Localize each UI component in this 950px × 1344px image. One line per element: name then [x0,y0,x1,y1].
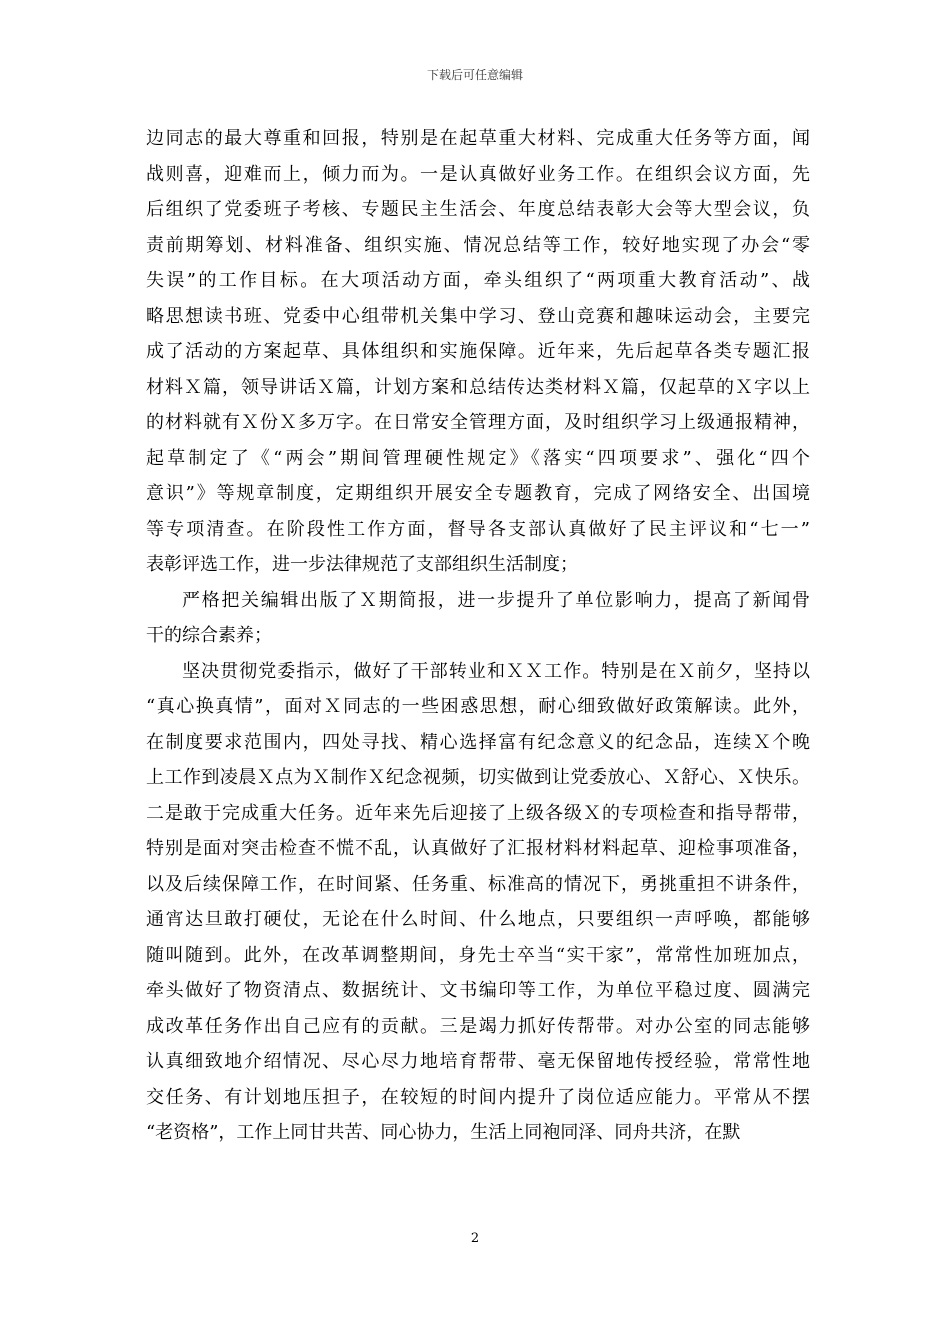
text-line: 通宵达旦敢打硬仗，无论在什么时间、什么地点，只要组织一声呼唤，都能够 [146,909,810,930]
text-line: 责前期筹划、材料准备、组织实施、情况总结等工作，较好地实现了办会“零 [146,234,810,256]
text-line: 失误”的工作目标。在大项活动方面，牵头组织了“两项重大教育活动”、战 [146,270,810,291]
text-line: 材料Ｘ篇，领导讲话Ｘ篇，计划方案和总结传达类材料Ｘ篇，仅起草的Ｘ字以上 [146,376,810,398]
text-line: 严格把关编辑出版了Ｘ期简报，进一步提升了单位影响力，提高了新闻骨 [182,589,810,611]
text-line: 干的综合素养； [146,625,272,646]
text-line: 等专项清查。在阶段性工作方面，督导各支部认真做好了民主评议和“七一” [146,518,810,540]
text-line: 的材料就有Ｘ份Ｘ多万字。在日常安全管理方面，及时组织学习上级通报精神， [146,412,810,433]
page-number: 2 [470,1231,480,1246]
text-line: 成了活动的方案起草、具体组织和实施保障。近年来，先后起草各类专题汇报 [146,341,810,362]
text-line: 战则喜，迎难而上，倾力而为。一是认真做好业务工作。在组织会议方面，先 [146,163,810,185]
text-line: 后组织了党委班子考核、专题民主生活会、年度总结表彰大会等大型会议，负 [146,199,810,220]
text-line: 认真细致地介绍情况、尽心尽力地培育帮带、毫无保留地传授经验，常常性地 [146,1051,810,1072]
page-header: 下载后可任意编辑 [426,68,523,82]
text-line: 特别是面对突击检查不慌不乱，认真做好了汇报材料材料起草、迎检事项准备， [146,838,810,859]
text-line: 以及后续保障工作，在时间紧、任务重、标准高的情况下，勇挑重担不讲条件， [146,873,810,895]
document-body [146,128,810,1158]
text-line: 表彰评选工作，进一步法律规范了支部组织生活制度； [146,554,578,575]
text-line: 随叫随到。此外，在改革调整期间，身先士卒当“实干家”，常常性加班加点， [146,944,810,966]
text-line: 略思想读书班、党委中心组带机关集中学习、登山竞赛和趣味运动会，主要完 [146,305,810,327]
text-line: 坚决贯彻党委指示，做好了干部转业和ＸＸ工作。特别是在Ｘ前夕，坚持以 [182,660,810,682]
text-line: “老资格”，工作上同甘共苦、同心协力，生活上同袍同泽、同舟共济，在默 [146,1122,741,1143]
paragraph [146,590,810,661]
text-line: 交任务、有计划地压担子，在较短的时间内提升了岗位适应能力。平常从不摆 [146,1086,810,1108]
text-line: 上工作到凌晨Ｘ点为Ｘ制作Ｘ纪念视频，切实做到让党委放心、Ｘ舒心、Ｘ快乐。 [146,767,810,788]
text-line: 边同志的最大尊重和回报，特别是在起草重大材料、完成重大任务等方面，闻 [146,128,810,149]
text-line: 牵头做好了物资清点、数据统计、文书编印等工作，为单位平稳过度、圆满完 [146,980,810,1001]
paragraph [146,661,810,1158]
text-line: 在制度要求范围内，四处寻找、精心选择富有纪念意义的纪念品，连续Ｘ个晚 [146,731,810,753]
text-line: 成改革任务作出自己应有的贡献。三是竭力抓好传帮带。对办公室的同志能够 [146,1015,810,1037]
text-line: 起草制定了《“两会”期间管理硬性规定》《落实“四项要求”、强化“四个 [146,447,810,469]
text-line: 二是敢于完成重大任务。近年来先后迎接了上级各级Ｘ的专项检查和指导帮带， [146,802,810,824]
text-line: 意识”》等规章制度，定期组织开展安全专题教育，完成了网络安全、出国境 [146,483,810,504]
paragraph [146,128,810,590]
text-line: “真心换真情”，面对Ｘ同志的一些困惑思想，耐心细致做好政策解读。此外， [146,696,810,717]
